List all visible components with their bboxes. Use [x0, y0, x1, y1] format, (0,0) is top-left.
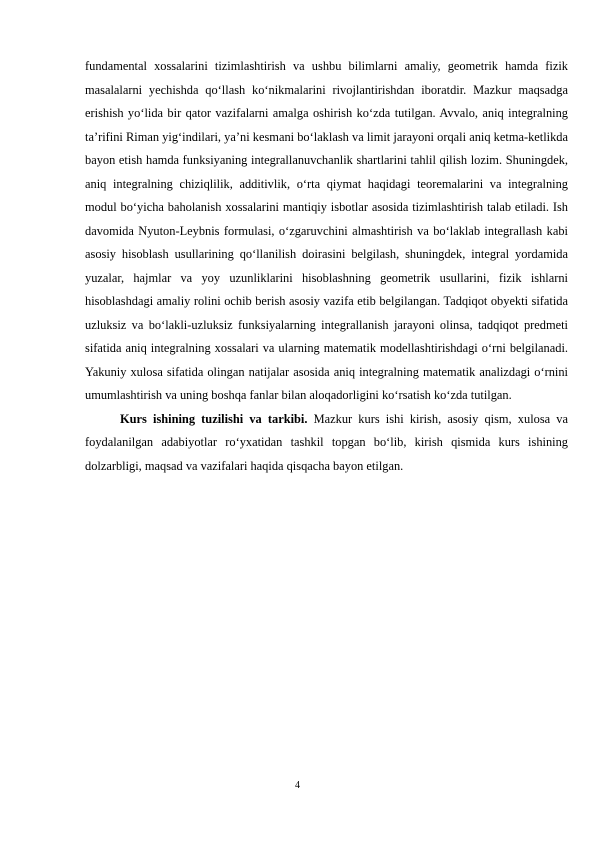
structure-paragraph	[85, 408, 568, 479]
document-body	[85, 55, 568, 478]
structure-text: Mazkur kurs ishi kirish, asosiy qism, xulosa va foydalanilgan adabiyotlar ro‘yxatidan tashkil topgan bo‘lib, kirish qismida kurs ishining dolzarbligi, maqsad va vazifalari haqida qisqacha bayon etilgan.	[85, 411, 568, 473]
body-paragraph: fundamental xossalarini tizimlashtirish va ushbu bilimlarni amaliy, geometrik hamda fizik masalalarni yechishda qo‘llash ko‘nikmalarini rivojlantirishdan iboratdir. Mazkur maqsadga erishish yo‘lida bir qator vazifalarni amalga oshirish ko‘zda tutilgan. Avvalo, aniq integralning ta’rifini Riman yig‘indilari, ya’ni kesmani bo‘laklash va limit jarayoni orqali aniq ketma-ketlikda bayon etish hamda funksiyaning integrallanuvchanlik shartlarini tahlil qilish lozim. Shuningdek, aniq integralning chiziqlilik, additivlik, o‘rta qiymat haqidagi teoremalarini va integralning modul bo‘yicha baholanish xossalarini mantiqiy isbotlar asosida tizimlashtirish talab etiladi. Ish davomida Nyuton-Leybnis formulasi, o‘zgaruvchini almashtirish va bo‘laklab integrallash kabi asosiy hisoblash usullarining qo‘llanilish doirasini belgilash, shuningdek, integral yordamida yuzalar, hajmlar va yoy uzunliklarini hisoblashning geometrik usullarini, fizik ishlarni hisoblashdagi amaliy rolini ochib berish asosiy vazifa etib belgilangan. Tadqiqot obyekti sifatida uzluksiz va bo‘lakli-uzluksiz funksiyalarning integrallanish jarayoni olinsa, tadqiqot predmeti sifatida aniq integralning xossalari va ularning matematik modellashtirishdagi o‘rni belgilanadi. Yakuniy xulosa sifatida olingan natijalar asosida aniq integralning matematik analizdagi o‘rnini umumlashtirish va uning boshqa fanlar bilan aloqadorligini ko‘rsatish ko‘zda tutilgan.	[85, 59, 568, 402]
page-number: 4	[295, 780, 300, 791]
structure-heading: Kurs ishining tuzilishi va tarkibi.	[120, 411, 308, 426]
